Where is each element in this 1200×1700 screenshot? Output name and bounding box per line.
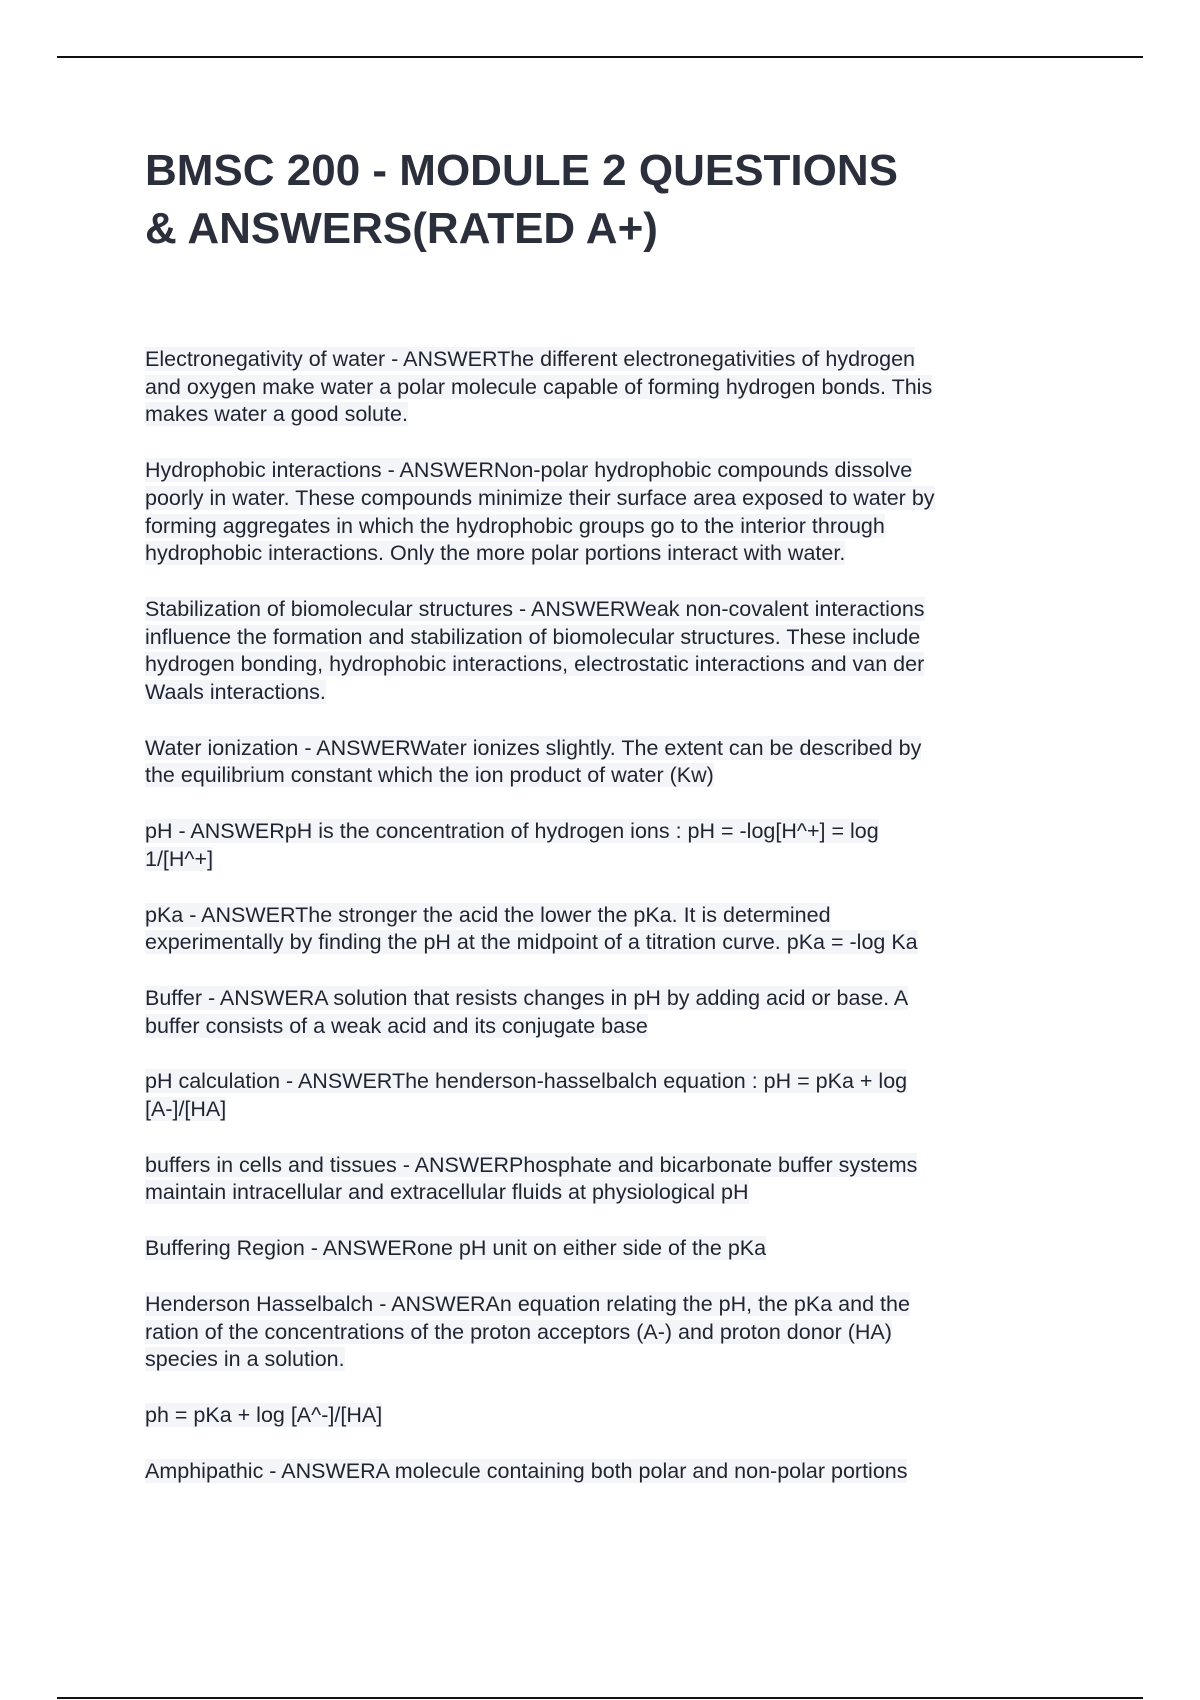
- qa-line: Buffering Region - ANSWERone pH unit on either side of the pKa: [145, 1236, 767, 1261]
- qa-entry-buffers-cells: [145, 1152, 1045, 1207]
- qa-entry-buffering-region: [145, 1235, 1045, 1263]
- qa-line: maintain intracellular and extracellular fluids at physiological pH: [145, 1180, 749, 1205]
- qa-entry-ph-calculation: [145, 1068, 1045, 1123]
- qa-line: influence the formation and stabilization of biomolecular structures. These include: [145, 624, 921, 649]
- qa-line: Henderson Hasselbalch - ANSWERAn equation relating the pH, the pKa and the: [145, 1291, 910, 1316]
- qa-entry-water-ionization: [145, 735, 1045, 790]
- qa-line: forming aggregates in which the hydrophobic groups go to the interior through: [145, 513, 885, 538]
- qa-line: Electronegativity of water - ANSWERThe different electronegativities of hydrogen: [145, 347, 916, 371]
- qa-entry-pka: [145, 902, 1045, 957]
- qa-line: pH - ANSWERpH is the concentration of hydrogen ions : pH = -log[H^+] = log: [145, 819, 879, 844]
- qa-line: the equilibrium constant which the ion product of water (Kw): [145, 763, 714, 788]
- qa-line: species in a solution.: [145, 1347, 345, 1372]
- qa-entry-stabilization: [145, 596, 1045, 707]
- qa-line: ration of the concentrations of the proton acceptors (A-) and proton donor (HA): [145, 1319, 892, 1344]
- bottom-divider: [57, 1697, 1143, 1699]
- top-divider: [57, 56, 1143, 58]
- qa-line: pKa - ANSWERThe stronger the acid the lower the pKa. It is determined: [145, 902, 831, 927]
- title-line-2: & ANSWERS(RATED A+): [145, 204, 658, 253]
- qa-line: experimentally by finding the pH at the midpoint of a titration curve. pKa = -log Ka: [145, 930, 918, 955]
- qa-line: Waals interactions.: [145, 680, 326, 705]
- qa-entry-amphipathic: [145, 1458, 1045, 1486]
- qa-line: pH calculation - ANSWERThe henderson-hasselbalch equation : pH = pKa + log: [145, 1069, 908, 1094]
- qa-entry-ph: [145, 818, 1045, 873]
- qa-line: 1/[H^+]: [145, 846, 214, 871]
- qa-line: and oxygen make water a polar molecule capable of forming hydrogen bonds. This: [145, 374, 933, 399]
- qa-entry-buffer: [145, 985, 1045, 1040]
- qa-entry-henderson-hasselbalch: [145, 1291, 1045, 1374]
- qa-line: Hydrophobic interactions - ANSWERNon-polar hydrophobic compounds dissolve: [145, 458, 913, 483]
- document-title: [145, 142, 1045, 258]
- qa-line: poorly in water. These compounds minimize their surface area exposed to water by: [145, 485, 935, 510]
- qa-line: ph = pKa + log [A^-]/[HA]: [145, 1402, 383, 1427]
- document-body: [145, 142, 1045, 1513]
- qa-line: hydrophobic interactions. Only the more polar portions interact with water.: [145, 541, 846, 566]
- title-line-1: BMSC 200 - MODULE 2 QUESTIONS: [145, 146, 899, 195]
- qa-entry-hydrophobic: [145, 457, 1045, 568]
- qa-entry-electronegativity: [145, 346, 1045, 429]
- qa-line: [A-]/[HA]: [145, 1097, 227, 1122]
- qa-line: buffer consists of a weak acid and its conjugate base: [145, 1013, 648, 1038]
- qa-line: makes water a good solute.: [145, 402, 408, 427]
- qa-list: [145, 346, 1045, 1485]
- qa-line: Stabilization of biomolecular structures - ANSWERWeak non-covalent interactions: [145, 596, 925, 621]
- qa-line: Water ionization - ANSWERWater ionizes slightly. The extent can be described by: [145, 735, 922, 760]
- qa-line: buffers in cells and tissues - ANSWERPhosphate and bicarbonate buffer systems: [145, 1152, 918, 1177]
- qa-line: Amphipathic - ANSWERA molecule containing both polar and non-polar portions: [145, 1458, 908, 1483]
- qa-line: hydrogen bonding, hydrophobic interactions, electrostatic interactions and van der: [145, 652, 925, 677]
- qa-line: Buffer - ANSWERA solution that resists changes in pH by adding acid or base. A: [145, 985, 909, 1010]
- qa-entry-ph-formula: [145, 1402, 1045, 1430]
